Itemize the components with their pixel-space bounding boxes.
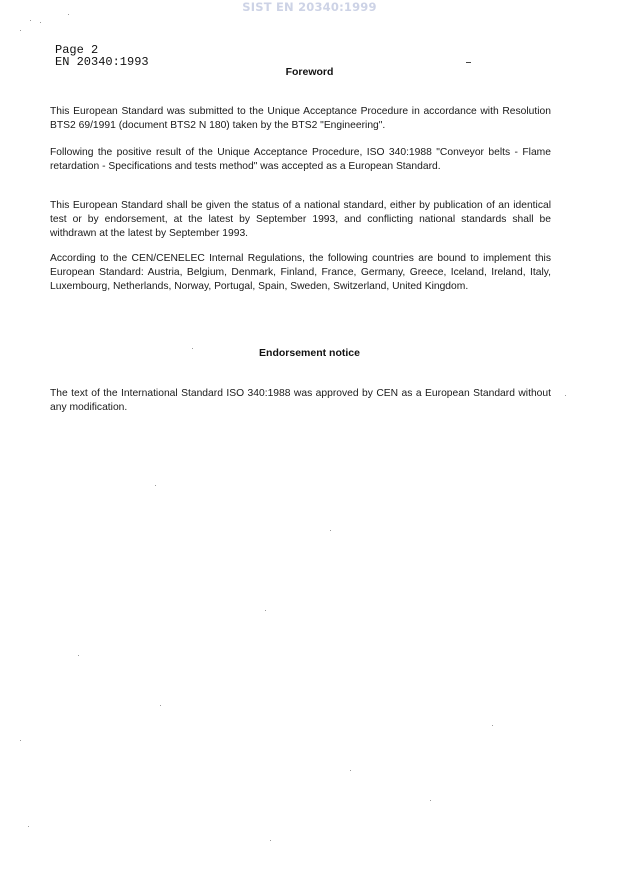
foreword-paragraph-4: According to the CEN/CENELEC Internal Regulations, the following countries are bound to implement this European Standard: Austria, Belgium, Denmark, Finland, France, Germany, Greece, Iceland, Ireland, Italy, Luxembourg, Netherlands, Norway, Portugal, Spain, Sweden, Switzerland, United Kingdom.: [50, 253, 551, 292]
foreword-paragraph-2: Following the positive result of the Unique Acceptance Procedure, ISO 340:1988 "Conveyor belts - Flame retardation - Specifications and tests method" was accepted as a European Standard.: [50, 147, 551, 172]
scan-speck: [20, 30, 21, 31]
scan-speck: [565, 395, 566, 396]
scan-speck: [430, 800, 431, 801]
scan-speck: [28, 826, 29, 827]
document-id: EN 20340:1993: [55, 55, 149, 69]
foreword-title: Foreword: [285, 66, 334, 78]
page-number: Page 2: [55, 43, 99, 57]
scan-speck: [20, 740, 21, 741]
scan-speck: [492, 725, 493, 726]
scan-speck: [265, 610, 266, 611]
endorsement-paragraph: The text of the International Standard ISO 340:1988 was approved by CEN as a European Standard without any modification.: [50, 388, 551, 413]
scan-speck: [160, 705, 161, 706]
scan-speck: [350, 770, 351, 771]
scan-speck: [68, 14, 69, 15]
scan-speck: [155, 485, 156, 486]
scan-speck: [40, 22, 41, 23]
scan-mark: [466, 62, 471, 63]
scan-speck: [30, 20, 31, 21]
endorsement-title: Endorsement notice: [259, 347, 360, 359]
watermark: SIST EN 20340:1999: [242, 0, 377, 14]
foreword-paragraph-3: This European Standard shall be given the status of a national standard, either by publication of an identical test or by endorsement, at the latest by September 1993, and conflicting national standards shall be withdrawn at the latest by September 1993.: [50, 200, 551, 239]
page-header: [55, 44, 149, 68]
scan-speck: [192, 348, 193, 349]
scan-speck: [270, 840, 271, 841]
scan-speck: [78, 655, 79, 656]
foreword-paragraph-1: This European Standard was submitted to the Unique Acceptance Procedure in accordance with Resolution BTS2 69/1991 (document BTS2 N 180) taken by the BTS2 "Engineering".: [50, 106, 551, 131]
scan-speck: [330, 530, 331, 531]
